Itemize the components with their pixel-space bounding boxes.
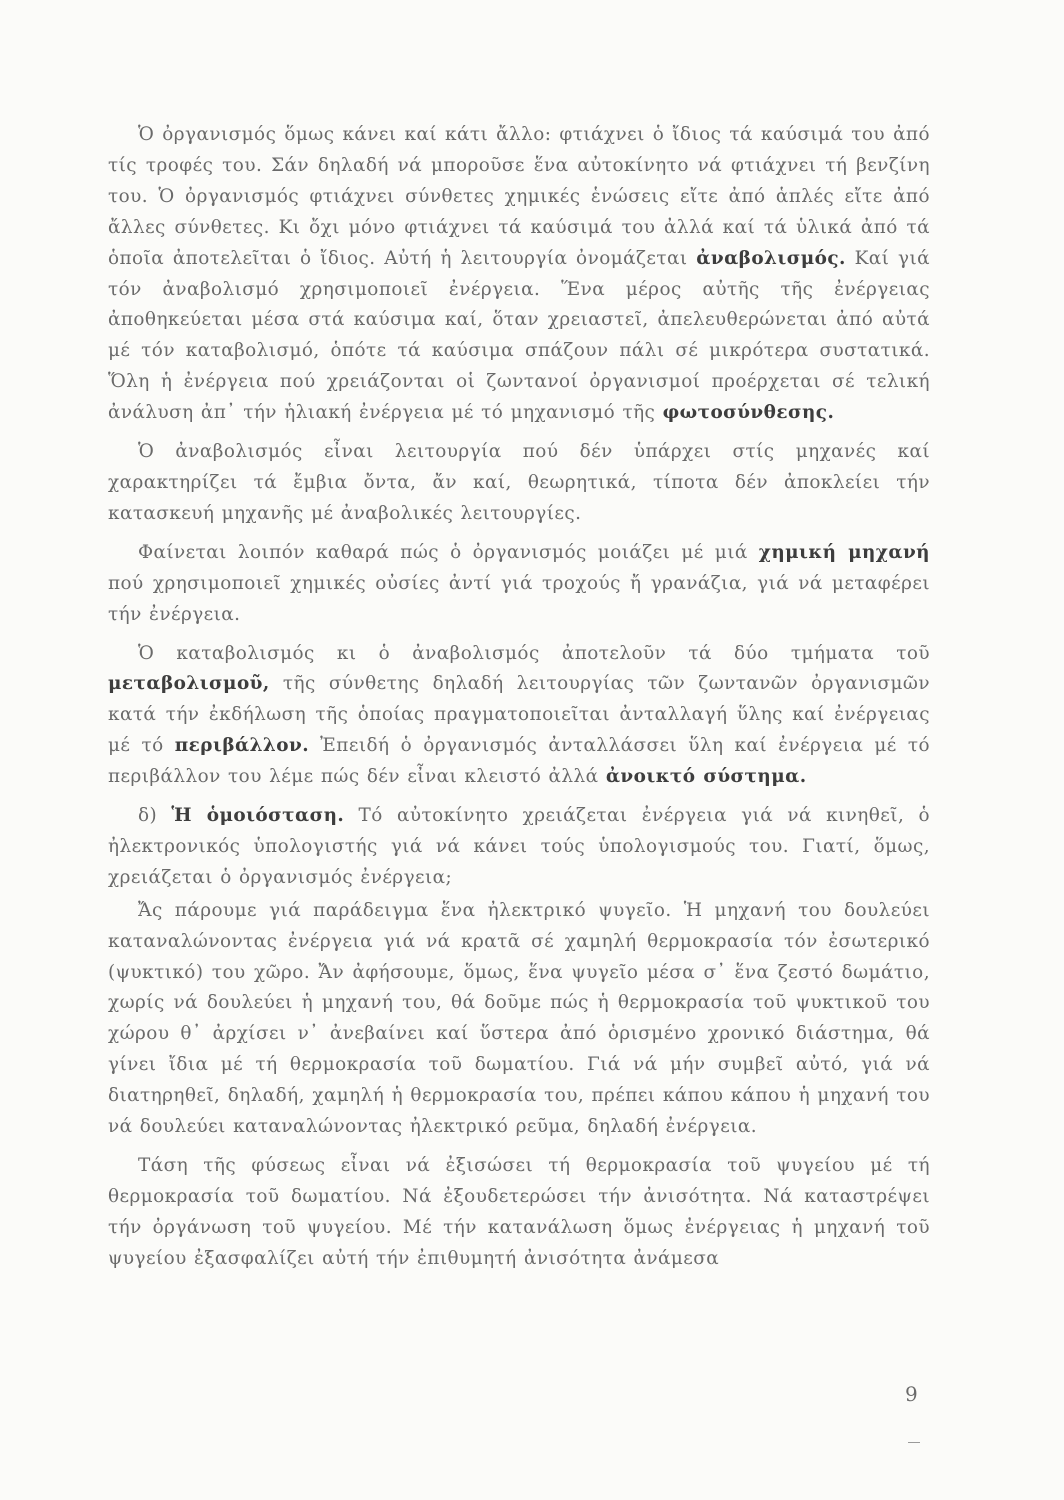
term-open-system: ἀνοικτό σύστημα. xyxy=(605,766,807,788)
text-run: Ἐπειδή ὁ ὀργανισμός ἀνταλλάσσει ὕλη καί ἐνέργεια μέ τό περιβάλλον του λέμε πώς δέν εἶναι κλειστό ἀλλά xyxy=(108,735,930,788)
text-run: Ὁ ἀναβολισμός εἶναι λειτουργία πού δέν ὑπάρχει στίς μηχανές καί χαρακτηρίζει τά ἔμβια ὄντα, ἄν καί, θεωρητικά, τίποτα δέν ἀποκλείει τήν κατασκευή μηχανῆς μέ ἀναβολικές λειτουργίες. xyxy=(108,441,930,524)
paragraph-homeostasis xyxy=(108,801,930,894)
text-run: Ἄς πάρουμε γιά παράδειγμα ἕνα ἠλεκτρικό ψυγεῖο. Ἡ μηχανή του δουλεύει καταναλώνοντας ἐνέργεια γιά νά κρατᾶ σέ χαμηλή θερμοκρασία τόν ἐσωτερικό (ψυκτικό) του χῶρο. Ἄν ἀφήσουμε, ὅμως, ἕνα ψυγεῖο μέσα σ᾽ ἕνα ζεστό δωμάτιο, χωρίς νά δουλεύει ἡ μηχανή του, θά δοῦμε πώς ἡ θερμοκρασία τοῦ ψυκτικοῦ του χώρου θ᾽ ἀρχίσει ν᾽ ἀνεβαίνει καί ὕστερα ἀπό ὁρισμένο χρονικό διάστημα, θά γίνει ἴδια μέ τή θερμοκρασία τοῦ δωματίου. Γιά νά μήν συμβεῖ αὐτό, γιά νά διατηρηθεῖ, δηλαδή, χαμηλή ἡ θερμοκρασία του, πρέπει κάπου κάπου ἡ μηχανή του νά δουλεύει καταναλώνοντας ἠλεκτρικό ρεῦμα, δηλαδή ἐνέργεια. xyxy=(108,899,930,1138)
paragraph-refrigerator xyxy=(108,896,930,1143)
text-run: Ὁ ὀργανισμός ὅμως κάνει καί κάτι ἄλλο: φτιάχνει ὁ ἴδιος τά καύσιμά του ἀπό τίς τροφές του. Σάν δηλαδή νά μποροῦσε ἕνα αὐτοκίνητο νά φτιάχνει τή βενζίνη του. Ὁ ὀργανισμός φτιάχνει σύνθετες χημικές ἑνώσεις εἴτε ἀπό ἁπλές εἴτε ἀπό ἄλλες σύνθετες. Κι ὄχι μόνο φτιάχνει τά καύσιμά του ἀλλά καί τά ὑλικά ἀπό τά ὁποῖα ἀποτελεῖται ὁ ἴδιος. Αὐτή ἡ λειτουργία ὀνομάζεται xyxy=(108,124,930,269)
section-marker: δ) xyxy=(138,805,172,827)
text-run: Τάση τῆς φύσεως εἶναι νά ἐξισώσει τή θερμοκρασία τοῦ ψυγείου μέ τή θερμοκρασία τοῦ δωματίου. Νά ἐξουδετερώσει τήν ἀνισότητα. Νά καταστρέψει τήν ὀργάνωση τοῦ ψυγείου. Μέ τήν κατανάλωση ὅμως ἐνέργειας ἡ μηχανή τοῦ ψυγείου ἐξασφαλίζει αὐτή τήν ἐπιθυμητή ἀνισότητα ἀνάμεσα xyxy=(108,1155,930,1269)
paragraph-machines xyxy=(108,437,930,530)
text-run: Ὁ καταβολισμός κι ὁ ἀναβολισμός ἀποτελοῦν τά δύο τμήματα τοῦ xyxy=(138,642,930,664)
text-run: πού χρησιμοποιεῖ χημικές οὐσίες ἀντί γιά τροχούς ἤ γρανάζια, γιά νά μεταφέρει τήν ἐνέργεια. xyxy=(108,572,930,625)
text-run: Καί γιά τόν ἀναβολισμό χρησιμοποιεῖ ἐνέργεια. Ἕνα μέρος αὐτῆς τῆς ἐνέργειας ἀποθηκεύεται μέσα στά καύσιμα καί, ὅταν χρειαστεῖ, ἀπελευθερώνεται ἀπό αὐτά μέ τόν καταβολισμό, ὁπότε τά καύσιμα σπάζουν πάλι σέ μικρότερα συστατικά. Ὅλη ἡ ἐνέργεια πού χρειάζονται οἱ ζωντανοί ὀργανισμοί προέρχεται σέ τελική ἀνάλυση ἀπ᾽ τήν ἡλιακή ἐνέργεια μέ τό μηχανισμό τῆς xyxy=(108,247,930,424)
page-number: 9 xyxy=(905,1382,918,1406)
text-run: Φαίνεται λοιπόν καθαρά πώς ὁ ὀργανισμός μοιάζει μέ μιά xyxy=(138,541,759,563)
body-text xyxy=(108,120,930,1275)
section-heading-homeostasis: Ἡ ὁμοιόσταση. xyxy=(171,805,345,827)
term-anabolism: ἀναβολισμός. xyxy=(696,247,846,269)
paragraph-nature-tendency xyxy=(108,1151,930,1275)
term-chemical-machine: χημική μηχανή xyxy=(758,541,930,563)
term-environment: περιβάλλον. xyxy=(174,735,310,757)
text-run: τῆς σύνθετης δηλαδή λειτουργίας τῶν ζωντανῶν ὀργανισμῶν κατά τήν ἐκδήλωση τῆς ὁποίας πραγματοποιεῖται ἀνταλλαγή ὕλης καί ἐνέργειας μέ τό xyxy=(108,673,930,757)
margin-mark xyxy=(908,1442,920,1443)
paragraph-anabolism xyxy=(108,120,930,429)
term-metabolism: μεταβολισμοῦ, xyxy=(108,673,270,695)
paragraph-chemical-machine xyxy=(108,538,930,631)
paragraph-metabolism xyxy=(108,639,930,794)
text-run: Τό αὐτοκίνητο χρειάζεται ἐνέργεια γιά νά κινηθεῖ, ὁ ἠλεκτρονικός ὑπολογιστής γιά νά κάνει τούς ὑπολογισμούς του. Γιατί, ὅμως, χρειάζεται ὁ ὀργανισμός ἐνέργεια; xyxy=(108,805,930,888)
term-photosynthesis: φωτοσύνθεσης. xyxy=(662,402,835,424)
